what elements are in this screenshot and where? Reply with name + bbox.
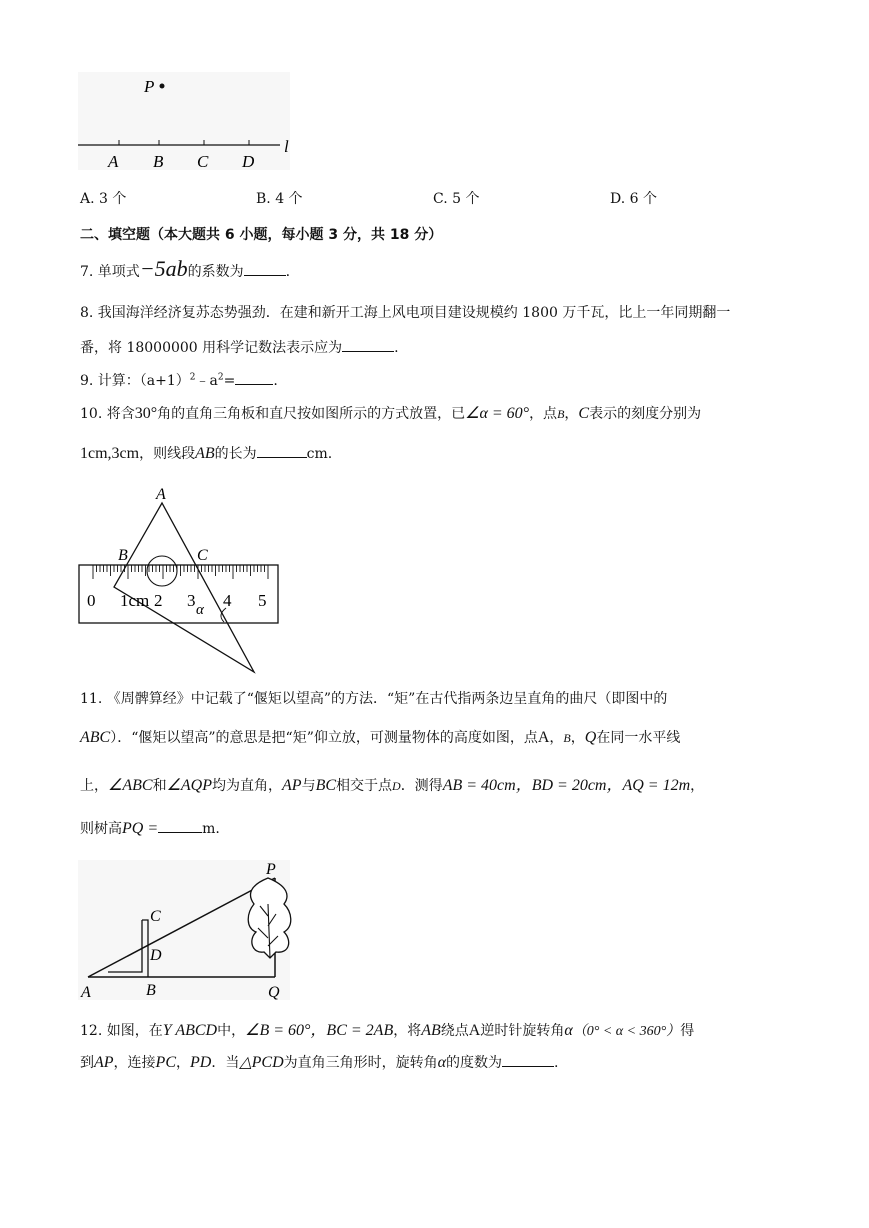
q11-line3-c: 均为直角， <box>212 778 283 794</box>
q11-line3-f: ．测得 <box>400 778 443 794</box>
question-10-line-1 <box>80 403 701 423</box>
fig-label-b: B <box>118 547 128 564</box>
q7-prefix: 7. 单项式 <box>80 264 140 280</box>
q10-answer-blank[interactable] <box>257 445 307 458</box>
q11-ap: AP <box>282 777 302 794</box>
q9-mid: ﹣a <box>195 373 218 389</box>
q7-expression: −5ab <box>139 256 188 281</box>
tick-label-5: 5 <box>258 591 267 610</box>
q11-comma-1: ， <box>549 730 564 746</box>
q11-measurements: AB = 40cm，BD = 20cm，AQ = 12m <box>442 777 691 794</box>
q12-range: （0° < α < 360°） <box>572 1024 681 1039</box>
label-d: D <box>242 152 255 171</box>
label-a: A <box>108 152 119 171</box>
q9-end: . <box>273 373 278 389</box>
q12-parallelogram: Y ABCD <box>162 1022 218 1039</box>
question-11-line-4 <box>80 818 220 838</box>
q10-mid2: ，点 <box>529 406 558 422</box>
tree-label-p: P <box>266 861 276 878</box>
q10-point-b: B <box>557 407 565 421</box>
label-l: l <box>284 137 289 156</box>
q12-line1-a: 12. 如图，在 <box>80 1023 163 1039</box>
q11-answer-blank[interactable] <box>158 820 202 833</box>
q12-pc: PC <box>155 1054 176 1071</box>
fig-label-a: A <box>156 486 166 503</box>
q11-line3-end: ， <box>690 778 705 794</box>
q9-prefix: 9. 计算：（a+1） <box>80 373 190 389</box>
point-p <box>160 84 165 89</box>
label-p: P <box>144 77 155 96</box>
q11-abc: ABC <box>80 729 111 746</box>
q7-answer-blank[interactable] <box>244 263 286 276</box>
q11-line3-b: 和 <box>152 778 167 794</box>
option-b: B. 4 个 <box>256 191 303 207</box>
q12-ab: AB <box>421 1022 441 1039</box>
q12-line1-end: 得 <box>680 1023 695 1039</box>
tick-label-2: 2 <box>154 591 163 610</box>
q11-unit: m. <box>202 821 220 837</box>
q10-unit: cm. <box>306 446 333 462</box>
q12-alpha-2: α <box>437 1054 447 1071</box>
tree-label-d: D <box>150 947 162 964</box>
question-10-line-2 <box>80 443 332 463</box>
label-c: C <box>197 152 209 171</box>
q11-line4-a: 则树高 <box>80 821 122 837</box>
q9-answer-blank[interactable] <box>235 372 273 385</box>
q10-line2-mid: ，则线段 <box>139 446 196 462</box>
q7-end: . <box>285 264 291 280</box>
q12-point-a: A <box>468 1022 481 1039</box>
tree-label-a: A <box>81 984 91 1001</box>
q9-suffix: = <box>223 373 236 389</box>
question-12-line-2 <box>80 1052 559 1072</box>
q10-comma: ， <box>564 406 579 422</box>
number-line-figure <box>78 72 308 177</box>
q11-angle-aqp: ∠AQP <box>166 777 213 794</box>
ruler-triangle-figure <box>76 484 286 676</box>
option-c: C. 5 个 <box>433 191 480 207</box>
q11-point-d: D <box>392 779 401 793</box>
q11-line3-d: 与 <box>301 778 316 794</box>
q10-mid: 角的直角三角板和直尺按如图所示的方式放置，已 <box>157 406 466 422</box>
q11-point-a: A <box>537 729 550 746</box>
label-b: B <box>153 152 164 171</box>
q12-line2-a: 到 <box>80 1055 94 1071</box>
question-8-line-2 <box>80 337 399 357</box>
q12-line1-c: ，将 <box>393 1023 422 1039</box>
q10-line2-end: 的长为 <box>214 446 257 462</box>
q12-end: . <box>554 1055 559 1071</box>
q12-line1-e: 逆时针旋转角 <box>480 1023 565 1039</box>
q12-line2-d: 为直角三角形时，旋转角 <box>283 1055 438 1071</box>
tree-label-q: Q <box>268 984 280 1001</box>
question-12-line-1 <box>80 1017 694 1040</box>
fig-label-c: C <box>197 547 208 564</box>
q12-alpha: α <box>564 1022 573 1039</box>
tick-label-0: 0 <box>87 591 96 610</box>
q12-line1-d: 绕点 <box>440 1023 469 1039</box>
q12-line2-e: 的度数为 <box>446 1055 503 1071</box>
q11-point-b: B <box>563 731 571 745</box>
tree-label-b: B <box>146 982 156 999</box>
q7-suffix: 的系数为 <box>187 264 244 280</box>
measure-circle <box>147 556 177 586</box>
question-11-line-2 <box>80 727 680 747</box>
q8-line-2: 番，将 18000000 用科学记数法表示应为 <box>80 340 343 356</box>
q9-exponent-1: 2 <box>189 372 196 383</box>
q8-answer-blank[interactable] <box>342 339 394 352</box>
q10-values: 1cm,3cm <box>80 445 140 462</box>
q11-angle-abc: ∠ABC <box>108 777 153 794</box>
tick-label-4: 4 <box>223 591 232 610</box>
option-d: D. 6 个 <box>610 191 657 207</box>
q12-line2-c: ．当 <box>211 1055 240 1071</box>
q12-ap: AP <box>94 1054 114 1071</box>
question-9 <box>80 370 278 390</box>
q11-pq: PQ = <box>122 820 159 837</box>
q11-line3-e: 相交于点 <box>336 778 393 794</box>
q11-line-1: 11. 《周髀算经》中记载了“偃矩以望高”的方法．“矩”在古代指两条边呈直角的曲尺（即图中的 <box>80 691 668 707</box>
q10-line1-end: 表示的刻度分别为 <box>589 406 702 422</box>
q12-comma: ， <box>176 1055 190 1071</box>
tick-label-1cm: 1cm <box>120 591 150 610</box>
q10-angle: ∠α = 60° <box>465 405 530 422</box>
option-a: A. 3 个 <box>80 191 127 207</box>
ruler-body <box>79 565 278 623</box>
fig-label-alpha: α <box>196 602 204 618</box>
q11-line2-end: 在同一水平线 <box>596 730 681 746</box>
tree-height-figure <box>78 856 303 1004</box>
q8-line-1: 8. 我国海洋经济复苏态势强劲．在建和新开工海上风电项目建设规模约 1800 万千瓦，比上一年同期翻一 <box>80 305 731 321</box>
q10-point-c: C <box>578 405 590 422</box>
tick-label-3: 3 <box>187 591 196 610</box>
q10-segment: AB <box>195 445 215 462</box>
tree-label-c: C <box>150 908 161 925</box>
q11-line2: ）．“偃矩以望高”的意思是把“矩”仰立放，可测量物体的高度如图，点 <box>110 730 538 746</box>
set-square <box>114 503 254 672</box>
section-title: 二、填空题（本大题共 6 小题，每小题 3 分，共 18 分） <box>80 227 443 243</box>
question-11-line-3 <box>80 772 704 795</box>
q12-answer-blank[interactable] <box>502 1054 554 1067</box>
q12-line2-b: ，连接 <box>113 1055 156 1071</box>
q12-pd: PD <box>190 1054 212 1071</box>
q12-condition: ∠B = 60°，BC = 2AB <box>245 1022 394 1039</box>
q12-line1-b: 中， <box>217 1023 246 1039</box>
q11-bc: BC <box>315 777 337 794</box>
q11-line3-a: 上， <box>80 778 108 794</box>
q11-comma-2: ， <box>570 730 585 746</box>
q10-prefix: 10. 将含 <box>80 406 135 422</box>
q10-degree: 30° <box>134 405 158 422</box>
q9-exponent-2: 2 <box>217 372 224 383</box>
q12-triangle: △PCD <box>239 1054 284 1071</box>
question-7 <box>80 256 290 282</box>
q11-point-q: Q <box>584 729 597 746</box>
q8-end: . <box>394 340 399 356</box>
